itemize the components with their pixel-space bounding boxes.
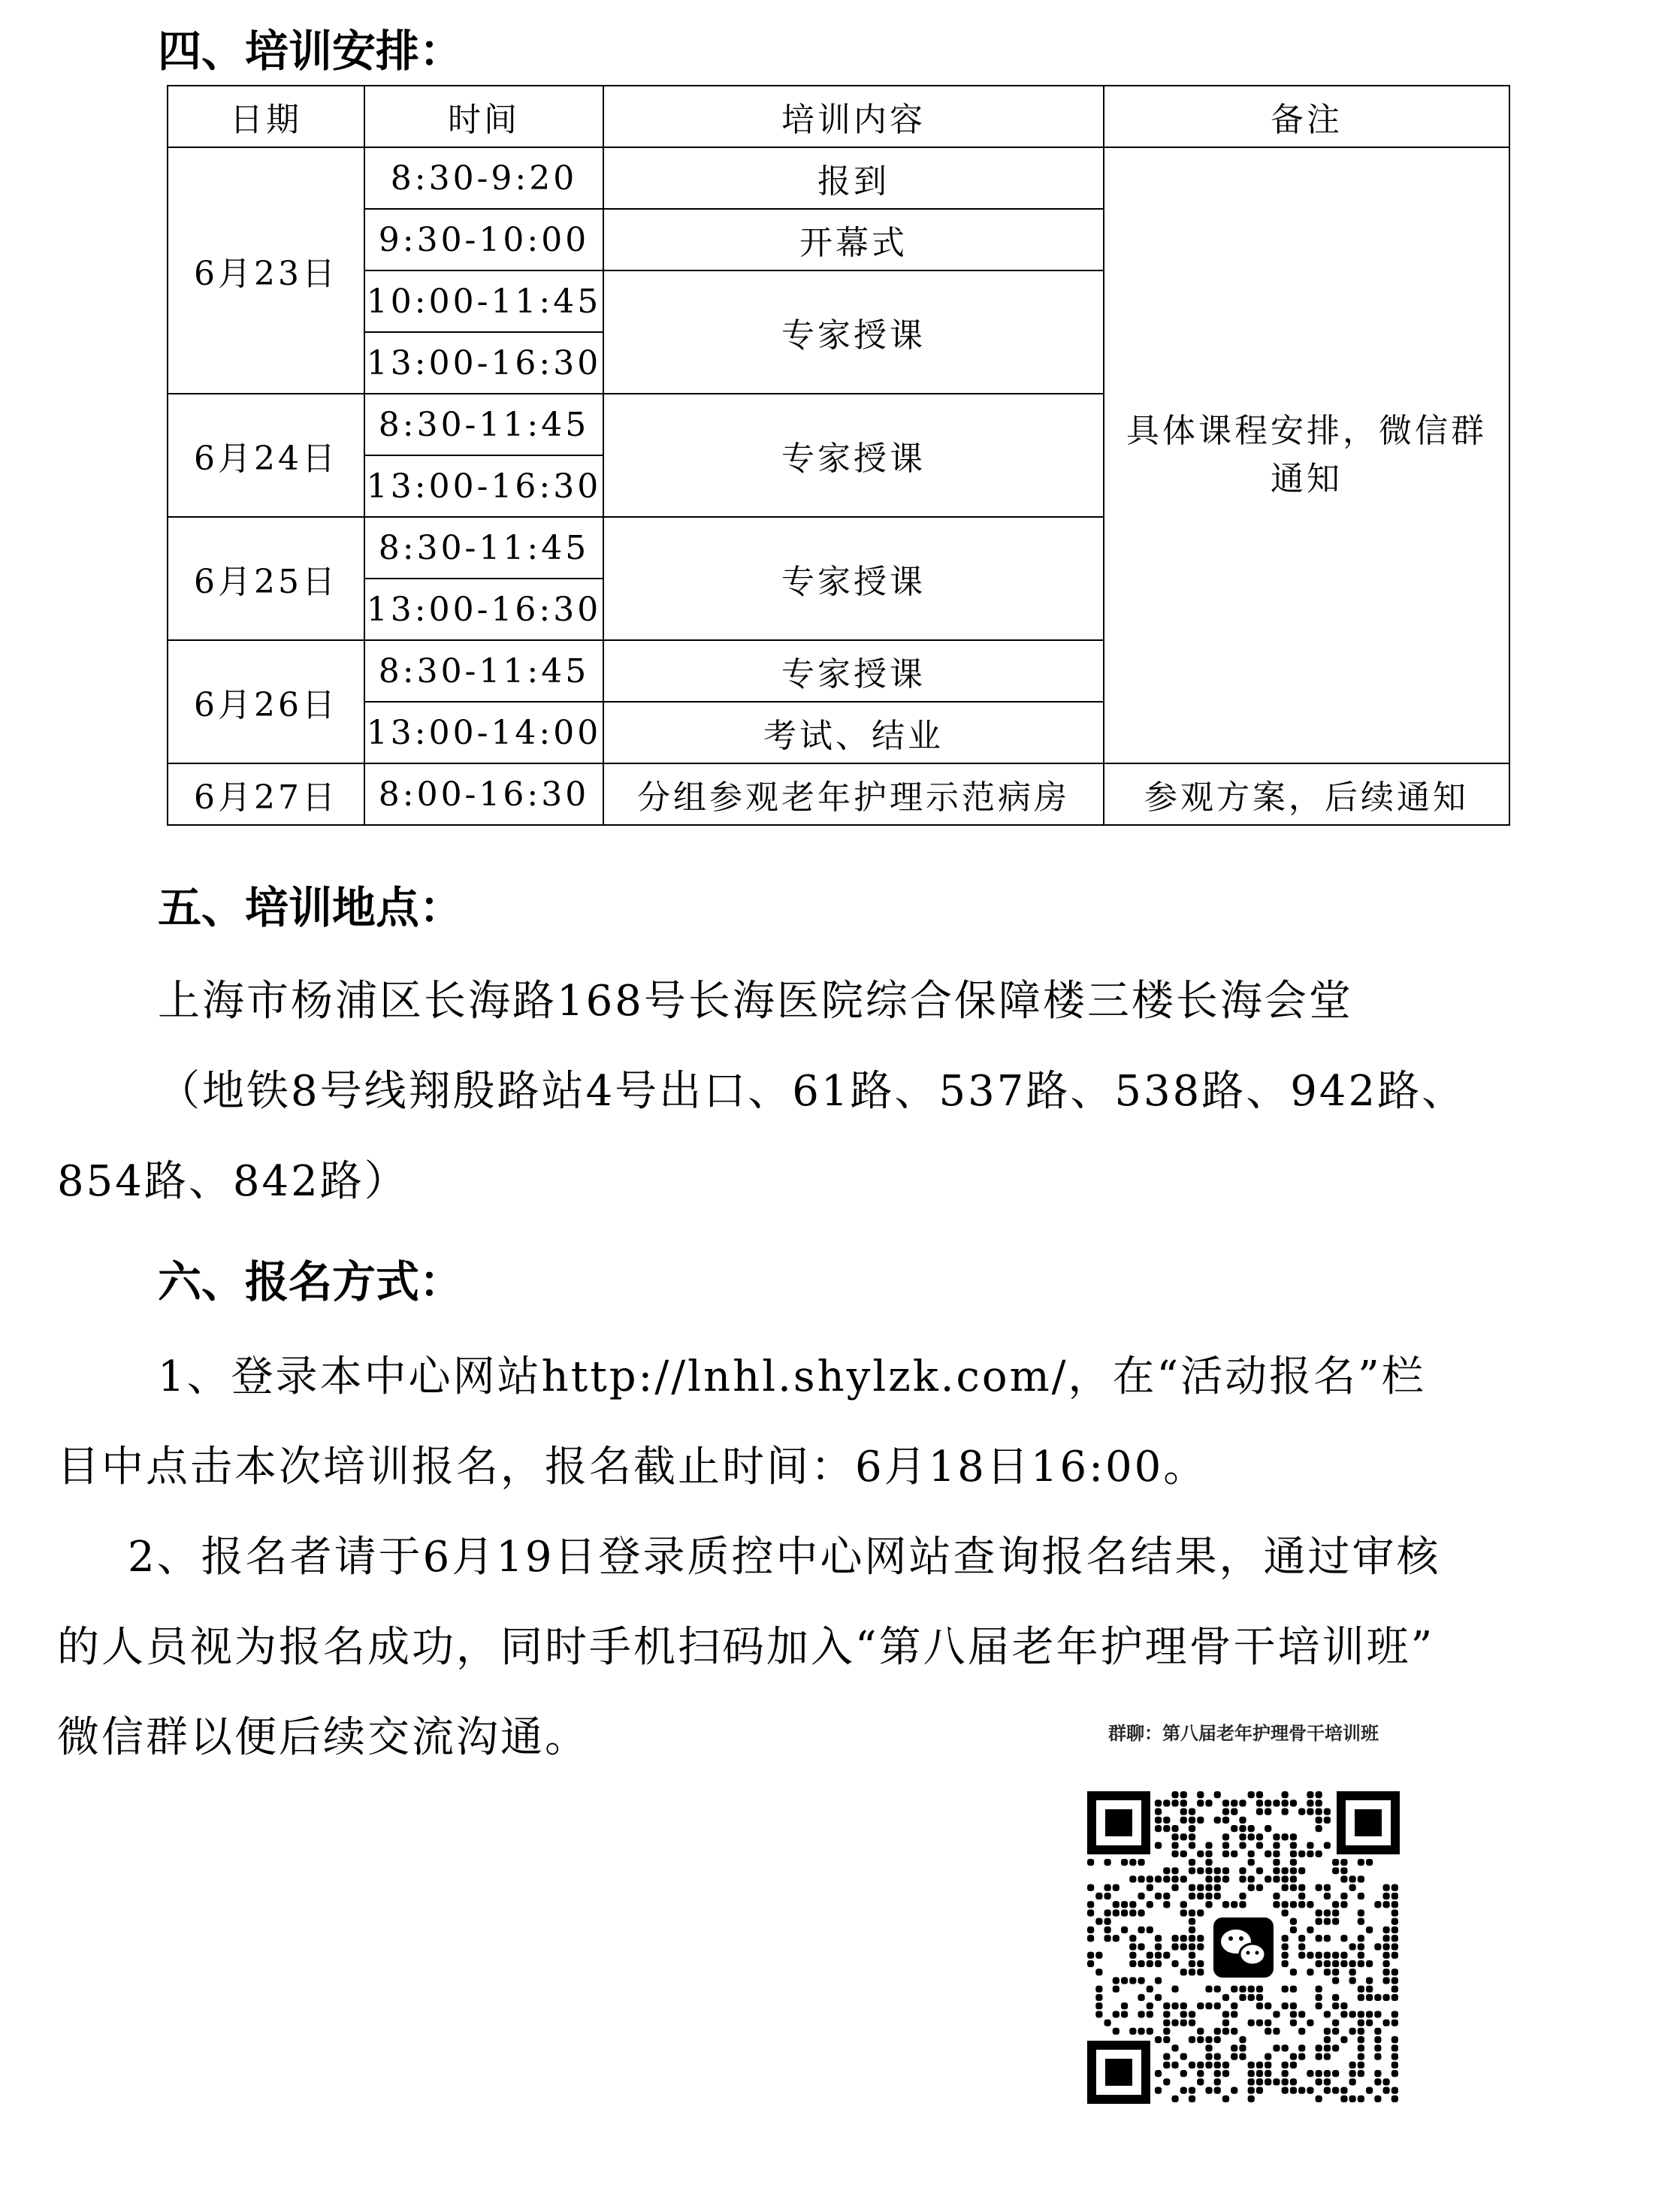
date-cell: 6月27日 (168, 763, 364, 825)
qr-finder-bottom-left (1087, 2041, 1150, 2104)
date-cell: 6月24日 (168, 394, 364, 517)
content-cell: 专家授课 (603, 517, 1104, 640)
section-title-schedule: 四、培训安排： (158, 26, 464, 77)
time-cell: 8:30-11:45 (364, 517, 603, 579)
time-cell: 13:00-14:00 (364, 702, 603, 763)
date-cell: 6月25日 (168, 517, 364, 640)
time-cell: 9:30-10:00 (364, 209, 603, 270)
time-cell: 13:00-16:30 (364, 332, 603, 394)
content-cell: 专家授课 (603, 640, 1104, 702)
registration-item2-line1: 2、报名者请于6月19日登录质控中心网站查询报名结果，通过审核 (128, 1533, 1441, 1582)
time-cell: 10:00-11:45 (364, 270, 603, 332)
header-date: 日期 (168, 86, 364, 147)
content-cell: 分组参观老年护理示范病房 (603, 763, 1104, 825)
note-cell: 参观方案，后续通知 (1104, 763, 1509, 825)
content-cell: 专家授课 (603, 394, 1104, 517)
table-row (168, 147, 1509, 209)
time-cell: 13:00-16:30 (364, 455, 603, 517)
location-transit-line2: 854路、842路） (57, 1157, 409, 1206)
content-cell: 考试、结业 (603, 702, 1104, 763)
table-header-row (168, 86, 1509, 147)
time-cell: 8:30-11:45 (364, 640, 603, 702)
shared-note-cell: 具体课程安排，微信群通知 (1104, 147, 1509, 763)
time-cell: 8:00-16:30 (364, 763, 603, 825)
date-cell: 6月26日 (168, 640, 364, 763)
header-content: 培训内容 (603, 86, 1104, 147)
schedule-table (167, 85, 1510, 826)
location-transit-line1: （地铁8号线翔殷路站4号出口、61路、537路、538路、942路、 (158, 1067, 1467, 1116)
time-cell: 8:30-9:20 (364, 147, 603, 209)
wechat-icon (1210, 1914, 1277, 1981)
content-cell: 报到 (603, 147, 1104, 209)
qr-code[interactable] (1087, 1791, 1400, 2104)
qr-finder-top-left (1087, 1791, 1150, 1854)
registration-item1-line2: 目中点击本次培训报名，报名截止时间：6月18日16:00。 (57, 1443, 1208, 1491)
qr-finder-top-right (1337, 1791, 1400, 1854)
header-time: 时间 (364, 86, 603, 147)
header-note: 备注 (1104, 86, 1509, 147)
content-cell: 开幕式 (603, 209, 1104, 270)
date-cell: 6月23日 (168, 147, 364, 394)
registration-item2-line2: 的人员视为报名成功，同时手机扫码加入“第八届老年护理骨干培训班” (57, 1623, 1435, 1672)
section-title-registration: 六、报名方式： (158, 1256, 464, 1307)
time-cell: 8:30-11:45 (364, 394, 603, 455)
section-title-location: 五、培训地点： (158, 882, 464, 933)
time-cell: 13:00-16:30 (364, 579, 603, 640)
content-cell: 专家授课 (603, 270, 1104, 394)
qr-block (1074, 1721, 1413, 2104)
registration-item1-line1: 1、登录本中心网站http://lnhl.shylzk.com/，在“活动报名”栏 (158, 1352, 1426, 1401)
location-address: 上海市杨浦区长海路168号长海医院综合保障楼三楼长海会堂 (158, 977, 1353, 1026)
table-row (168, 763, 1509, 825)
registration-item2-line3: 微信群以便后续交流沟通。 (57, 1713, 589, 1762)
qr-caption: 群聊：第八届老年护理骨干培训班 (1108, 1723, 1379, 1744)
